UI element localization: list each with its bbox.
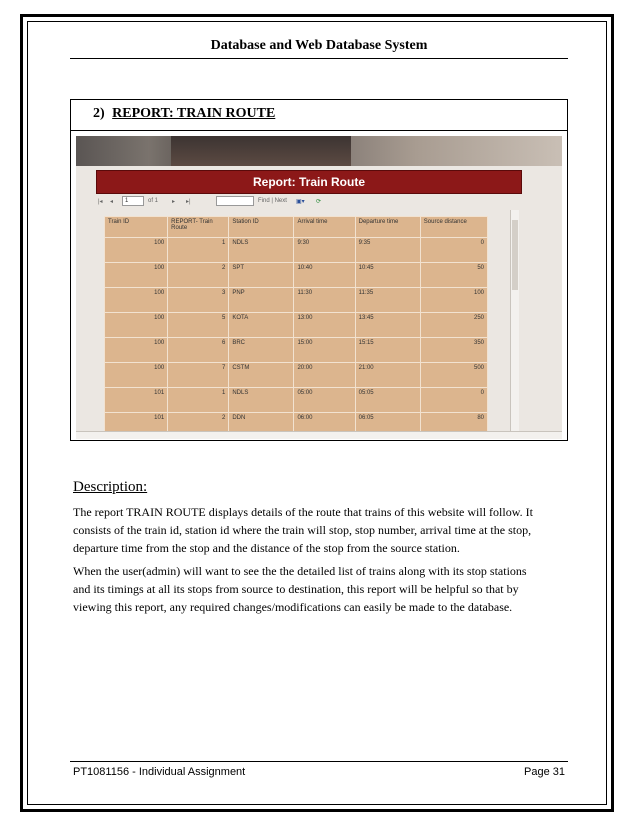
cell-arrival: 15:00 (294, 338, 355, 363)
section-rule (71, 130, 567, 131)
page-count: of 1 (148, 198, 159, 204)
table-row (105, 238, 488, 263)
report-screenshot (76, 136, 562, 439)
para2-line1: When the user(admin) will want to see the the detailed list of trains along with its stop stations (73, 564, 527, 578)
cell-departure: 9:35 (355, 238, 420, 263)
banner-photo (76, 136, 562, 166)
table-row (105, 263, 488, 288)
header-rule (70, 58, 568, 59)
page-number-input[interactable]: 1 (122, 196, 144, 206)
para2-line2: and its timings at all its stops from source to destination, this report will be helpful so that by (73, 582, 519, 596)
cell-stop-number: 2 (168, 413, 229, 438)
cell-station-id: DDN (229, 413, 294, 438)
vertical-scroll-thumb[interactable] (512, 220, 518, 290)
prev-page-button[interactable]: ◂ (110, 199, 114, 205)
table-row (105, 288, 488, 313)
cell-train-id: 100 (105, 238, 168, 263)
cell-train-id: 100 (105, 263, 168, 288)
next-page-button[interactable]: ▸ (172, 199, 176, 205)
col-departure-time: Departure time (355, 217, 420, 238)
document-header: Database and Web Database System (210, 38, 428, 53)
cell-arrival: 9:30 (294, 238, 355, 263)
para1-line2: consists of the train id, station id where the train will stop, stop number, arrival time at the stop, (73, 523, 532, 537)
table-row (105, 313, 488, 338)
find-next-link[interactable]: Find | Next (258, 198, 287, 204)
table-row (105, 388, 488, 413)
cell-station-id: NDLS (229, 238, 294, 263)
cell-train-id: 100 (105, 313, 168, 338)
col-station-id: Station ID (229, 217, 294, 238)
cell-distance: 100 (420, 288, 487, 313)
col-train-id: Train ID (105, 217, 168, 238)
para1-line1: The report TRAIN ROUTE displays details of the route that trains of this website will follow. It (73, 505, 533, 519)
cell-stop-number: 2 (168, 263, 229, 288)
cell-departure: 15:15 (355, 338, 420, 363)
cell-train-id: 101 (105, 413, 168, 438)
cell-station-id: BRC (229, 338, 294, 363)
col-report-train-route: REPORT- Train Route (168, 217, 229, 238)
cell-distance: 0 (420, 388, 487, 413)
train-image (171, 136, 351, 166)
export-icon[interactable]: ▣▾ (296, 199, 305, 205)
cell-arrival: 06:00 (294, 413, 355, 438)
cell-distance: 250 (420, 313, 487, 338)
find-input[interactable] (216, 196, 254, 206)
cell-distance: 500 (420, 363, 487, 388)
para2-line3: viewing this report, any required changes/modifications can easily be made to the database. (73, 600, 513, 614)
cell-station-id: CSTM (229, 363, 294, 388)
cell-arrival: 05:00 (294, 388, 355, 413)
cell-station-id: KOTA (229, 313, 294, 338)
last-page-button[interactable]: ▸| (186, 199, 191, 205)
vertical-scrollbar[interactable] (510, 210, 519, 431)
cell-stop-number: 6 (168, 338, 229, 363)
description-paragraph-1 (73, 503, 569, 557)
col-arrival-time: Arrival time (294, 217, 355, 238)
section-title-text: REPORT: TRAIN ROUTE (112, 106, 276, 121)
cell-train-id: 101 (105, 388, 168, 413)
cell-departure: 06:05 (355, 413, 420, 438)
cell-arrival: 11:30 (294, 288, 355, 313)
cell-train-id: 100 (105, 338, 168, 363)
table-header-row (105, 217, 488, 238)
cell-departure: 21:00 (355, 363, 420, 388)
cell-arrival: 10:40 (294, 263, 355, 288)
description-paragraph-2 (73, 562, 569, 616)
cell-station-id: NDLS (229, 388, 294, 413)
cell-departure: 10:45 (355, 263, 420, 288)
footer-page-number: Page 31 (524, 766, 565, 778)
train-route-table (104, 216, 488, 438)
figure-box (70, 99, 568, 441)
section-title (93, 106, 275, 122)
footer-rule (70, 761, 568, 762)
cell-stop-number: 1 (168, 388, 229, 413)
cell-train-id: 100 (105, 363, 168, 388)
cell-arrival: 20:00 (294, 363, 355, 388)
cell-departure: 13:45 (355, 313, 420, 338)
description-heading: Description: (73, 479, 148, 495)
col-source-distance: Source distance (420, 217, 487, 238)
table-row (105, 363, 488, 388)
cell-stop-number: 1 (168, 238, 229, 263)
first-page-button[interactable]: |◂ (98, 199, 103, 205)
cell-station-id: SPT (229, 263, 294, 288)
cell-train-id: 100 (105, 288, 168, 313)
report-banner-title: Report: Train Route (252, 175, 365, 189)
cell-stop-number: 7 (168, 363, 229, 388)
report-banner (96, 170, 522, 194)
cell-distance: 80 (420, 413, 487, 438)
footer-assignment: PT1081156 - Individual Assignment (73, 766, 246, 778)
cell-stop-number: 3 (168, 288, 229, 313)
refresh-icon[interactable]: ⟳ (316, 199, 322, 205)
cell-stop-number: 5 (168, 313, 229, 338)
cell-distance: 350 (420, 338, 487, 363)
cell-distance: 0 (420, 238, 487, 263)
cell-departure: 11:35 (355, 288, 420, 313)
cell-station-id: PNP (229, 288, 294, 313)
table-row (105, 338, 488, 363)
cell-departure: 05:05 (355, 388, 420, 413)
para1-line3: departure time from the stop and the distance of the stop from the source station. (73, 541, 460, 555)
cell-distance: 50 (420, 263, 487, 288)
report-toolbar (96, 194, 520, 210)
cell-arrival: 13:00 (294, 313, 355, 338)
horizontal-scrollbar[interactable] (76, 431, 562, 439)
section-number: 2) (93, 106, 105, 121)
